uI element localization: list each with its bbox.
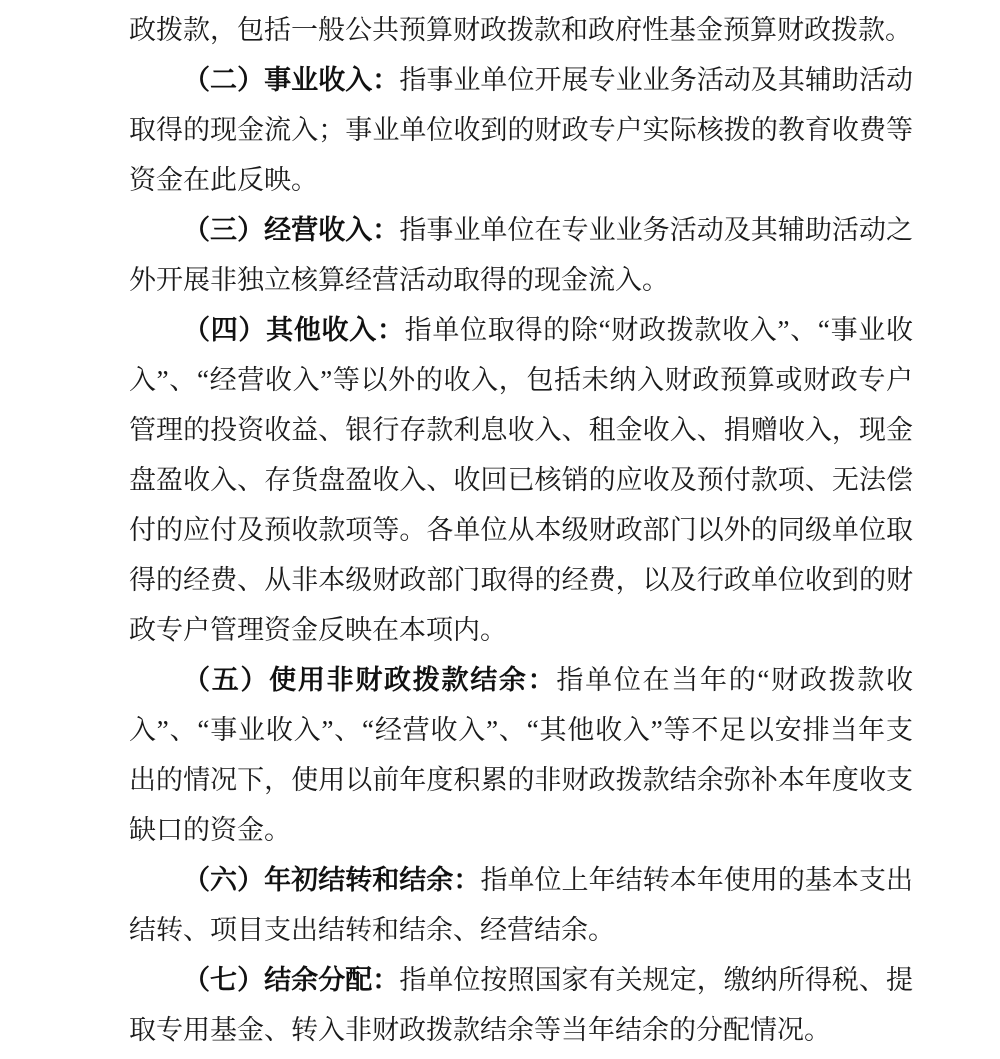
paragraph-lead: （七）结余分配： [183,965,400,995]
paragraph-lead: （三）经营收入： [183,215,400,245]
paragraph-lead: （二）事业收入： [183,65,400,95]
paragraph-text: 指单位按照国家有关规定，缴纳所得税、提取专用基金、转入非财政拨款结余等当年结余的分配情况。 [129,965,914,1045]
paragraph-item-2 [129,55,913,205]
paragraph-item-3 [129,205,913,305]
paragraph-text: 指事业单位开展专业业务活动及其辅助活动取得的现金流入；事业单位收到的财政专户实际核拨的教育收费等资金在此反映。 [129,65,914,195]
paragraph-lead: （四）其他收入： [183,315,405,345]
paragraph-text: 政拨款，包括一般公共预算财政拨款和政府性基金预算财政拨款。 [129,15,912,45]
paragraph-item-7 [129,955,913,1055]
paragraph-item-5 [129,655,913,855]
paragraph-lead: （六）年初结转和结余： [183,865,481,895]
paragraph-lead: （五）使用非财政拨款结余： [183,665,557,695]
paragraph-continuation [129,5,913,55]
paragraph-text: 指单位上年结转本年使用的基本支出结转、项目支出结转和结余、经营结余。 [129,865,914,945]
paragraph-text: 指单位取得的除“财政拨款收入”、“事业收入”、“经营收入”等以外的收入，包括未纳入财政预算或财政专户管理的投资收益、银行存款利息收入、租金收入、捐赠收入，现金盘盈收入、存货盘盈收入、收回已核销的应收及预付款项、无法偿付的应付及预收款项等。各单位从本级财政部门以外的同级单位取得的经费、从非本级财政部门取得的经费，以及行政单位收到的财政专户管理资金反映在本项内。 [129,315,914,645]
paragraph-text: 指单位在当年的“财政拨款收入”、“事业收入”、“经营收入”、“其他收入”等不足以安排当年支出的情况下，使用以前年度积累的非财政拨款结余弥补本年度收支缺口的资金。 [129,665,914,845]
paragraph-text: 指事业单位在专业业务活动及其辅助活动之外开展非独立核算经营活动取得的现金流入。 [129,215,914,295]
paragraph-item-4 [129,305,913,655]
paragraph-item-6 [129,855,913,955]
